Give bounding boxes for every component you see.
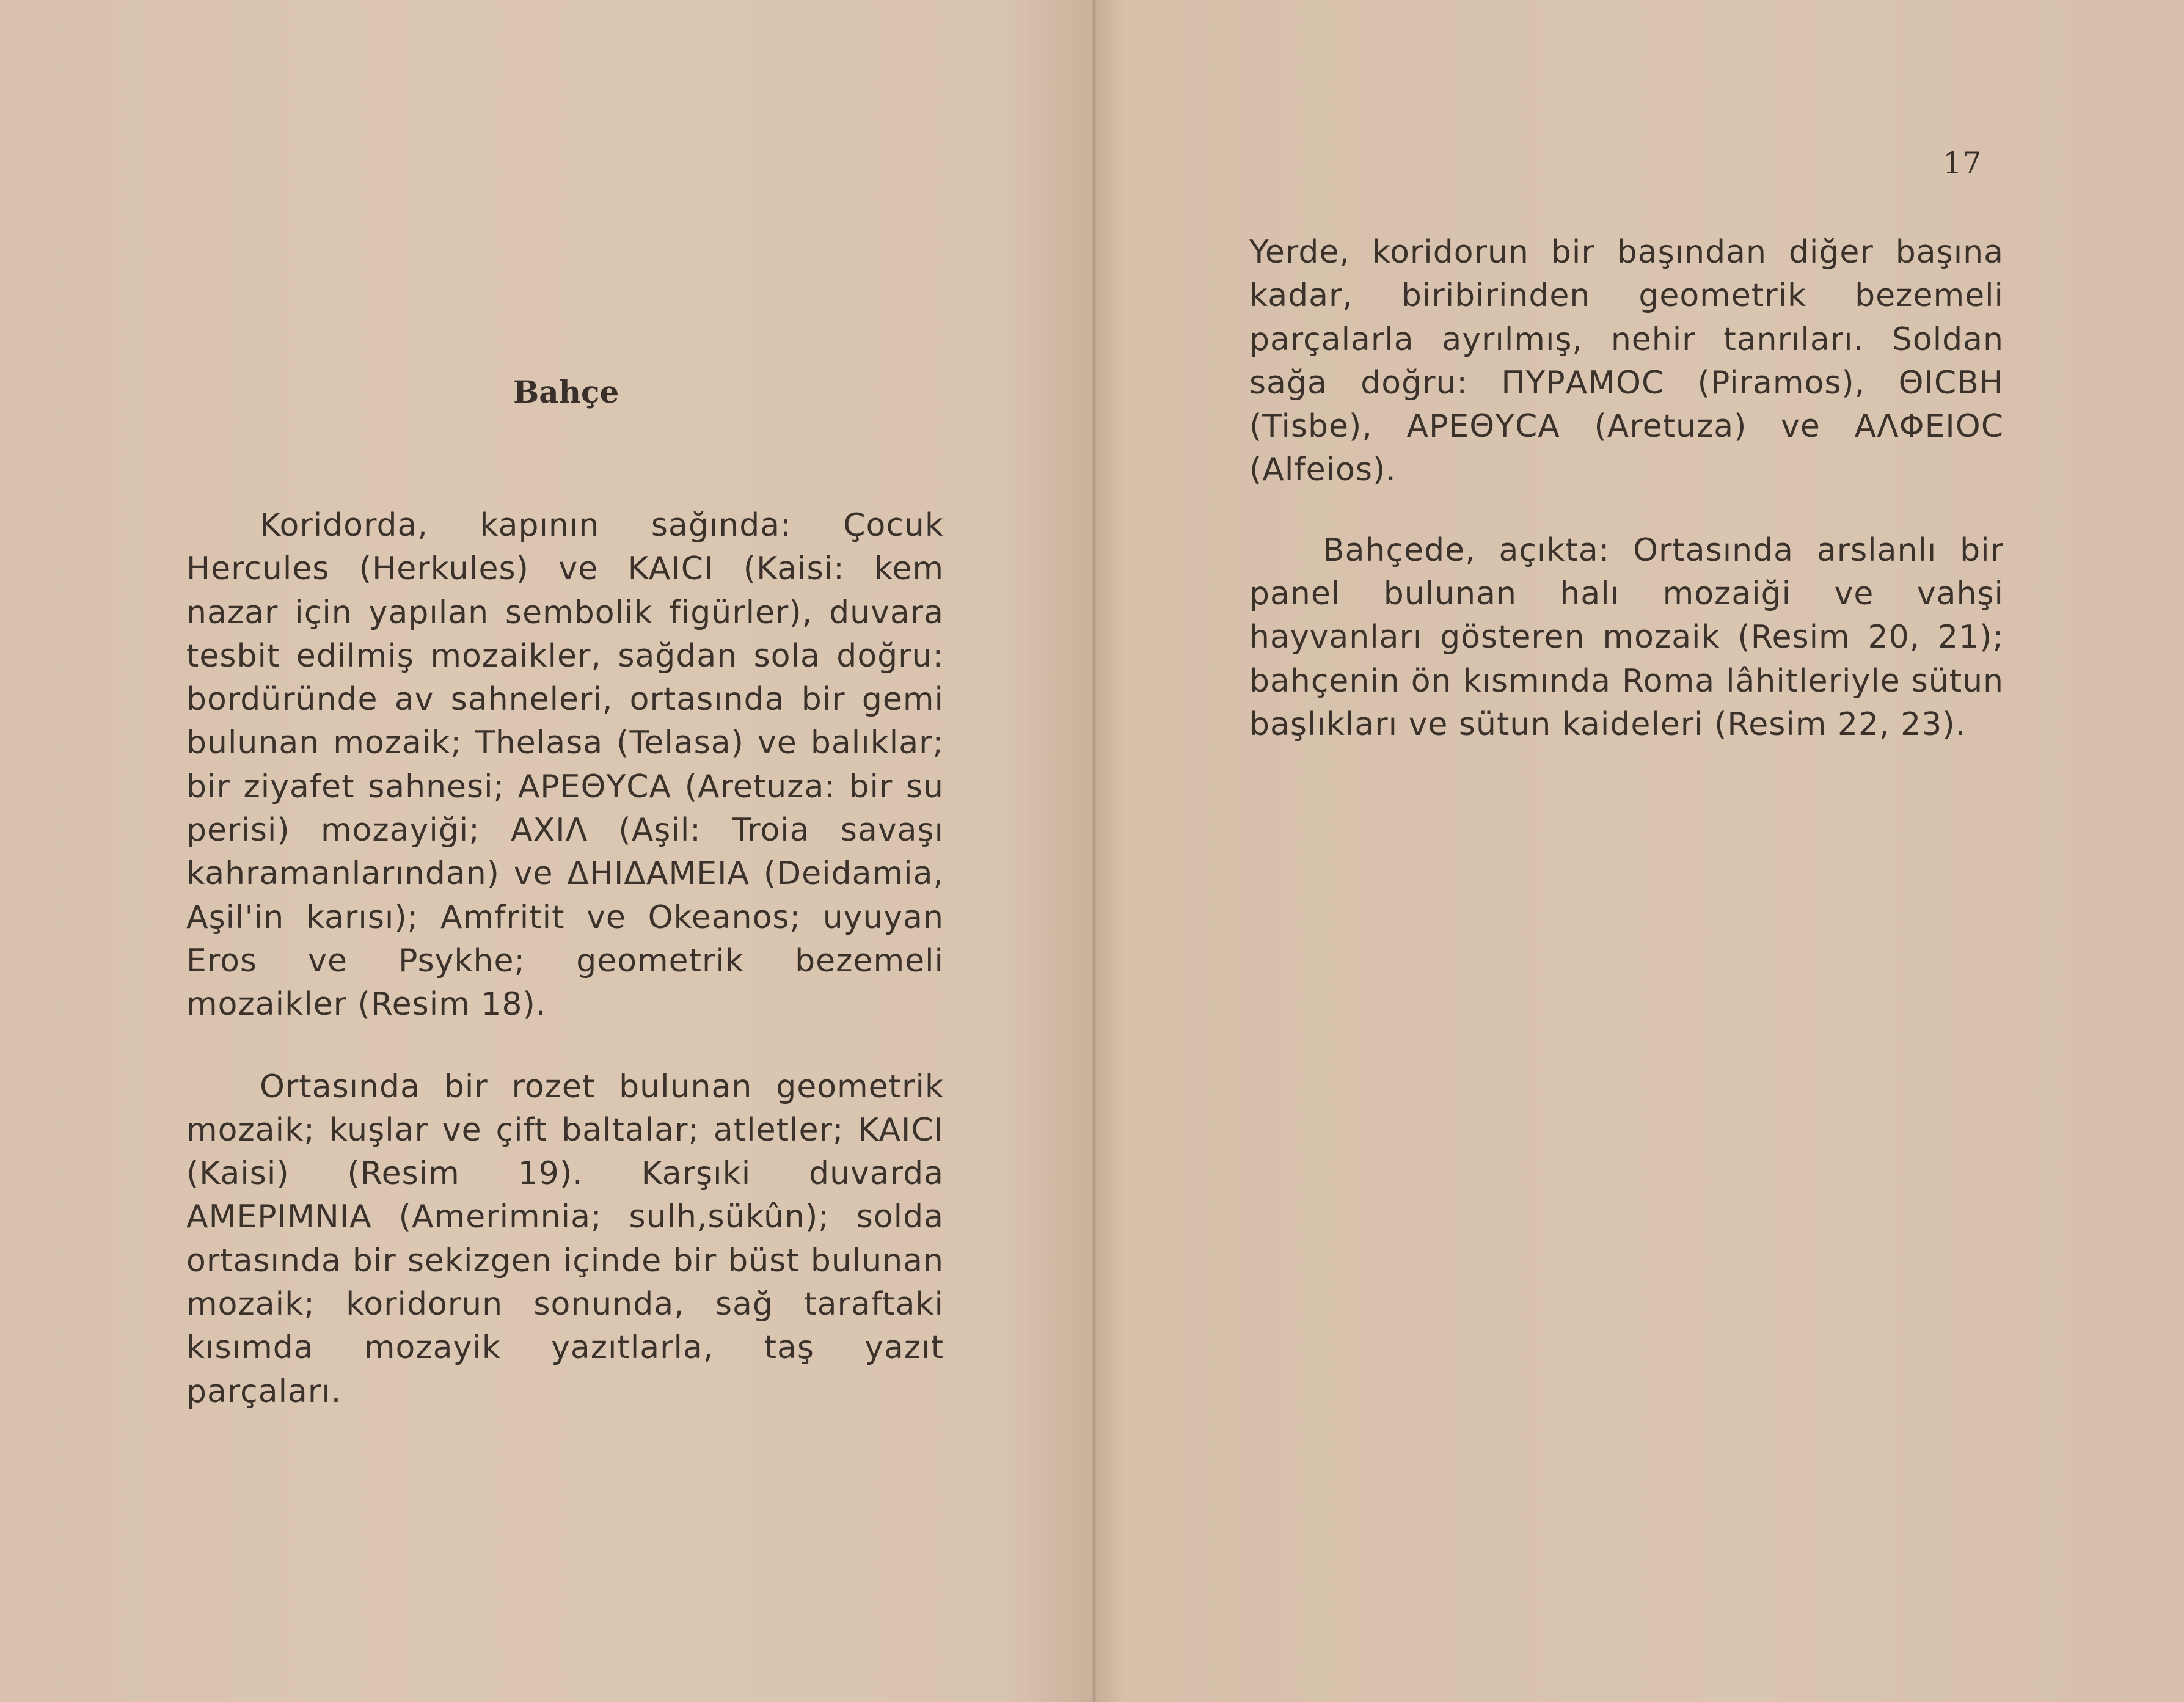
- page-number: 17: [1943, 145, 1982, 181]
- left-paragraph-2: Ortasında bir rozet bulunan geometrik mozaik; kuşlar ve çift baltalar; atletler; KAICI (Kaisi) (Resim 19). Karşıki duvarda AMEPIMNIA (Amerimnia; sulh,sükûn); solda ortasında bir sekizgen içinde bir büst bulunan mozaik; koridorun sonunda, sağ taraftaki kısımda mozayik yazıtlarla, taş yazıt parçaları.: [186, 1068, 944, 1410]
- right-text-column: [1249, 231, 2004, 747]
- left-paragraph-1: Koridorda, kapının sağında: Çocuk Hercules (Herkules) ve KAICI (Kaisi: kem nazar için yapılan sembolik figürler), duvara tesbit edilmiş mozaikler, sağdan sola doğru: bordüründe av sahneleri, ortasında bir gemi bulunan mozaik; Thelasa (Telasa) ve balıklar; bir ziyafet sahnesi; ΑΡΕΘΥϹΑ (Aretuza: bir su perisi) mozayiği; ΑΧΙΛ (Aşil: Troia savaşı kahramanlarından) ve ΔΗΙΔΑΜΕΙΑ (Deidamia, Aşil'in karısı); Amfritit ve Okeanos; uyuyan Eros ve Psykhe; geometrik bezemeli mozaikler (Resim 18).: [186, 507, 944, 1023]
- section-heading: Bahçe: [513, 374, 619, 410]
- right-paragraph-2: Bahçede, açıkta: Ortasında arslanlı bir panel bulunan halı mozaiği ve vahşi hayvanları gösteren mozaik (Resim 20, 21); bahçenin ön kısmında Roma lâhitleriyle sütun başlıkları ve sütun kaideleri (Resim 22, 23).: [1249, 531, 2004, 743]
- left-text-column: [186, 504, 944, 1414]
- right-paragraph-1: Yerde, koridorun bir başından diğer başına kadar, biribirinden geometrik bezemeli parçalarla ayrılmış, nehir tanrıları. Soldan sağa doğru: ΠΥΡΑΜΟϹ (Piramos), ΘΙϹΒΗ (Tisbe), ΑΡΕΘΥϹΑ (Aretuza) ve ΑΛΦΕΙΟϹ (Alfeios).: [1249, 234, 2004, 489]
